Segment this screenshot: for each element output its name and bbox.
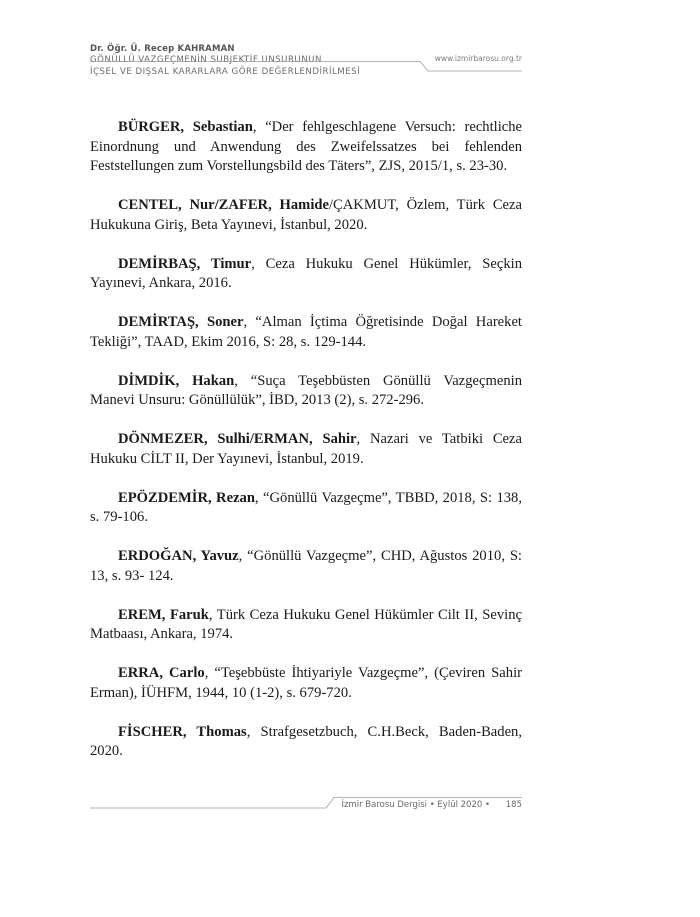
reference-details: , “Gönüllü Vazgeçme”, CHD, Ağustos 2010, S: 13, s. 93- 124. [90,548,522,584]
header-author: Dr. Öğr. Ü. Recep KAHRAMAN [90,44,235,54]
reference-entry [90,313,522,352]
reference-authors: CENTEL, Nur/ZAFER, Hamide [118,197,329,213]
page-number: 185 [505,800,522,810]
reference-authors: EPÖZDEMİR, Rezan [118,489,255,506]
reference-authors: FİSCHER, Thomas [118,723,247,740]
reference-authors: DEMİRBAŞ, Timur [118,255,252,272]
reference-details: , “Gönüllü Vazgeçme”, TBBD, 2018, S: 138, s. 79-106. [90,489,522,525]
reference-authors: ERDOĞAN, Yavuz [118,548,239,564]
reference-entry [90,489,522,528]
reference-entry [90,196,522,235]
reference-entry [90,430,522,469]
reference-authors: DİMDİK, Hakan [118,372,235,389]
header-subtitle-line1: GÖNÜLLÜ VAZGEÇMENİN SUBJEKTİF UNSURUNUN [90,55,322,65]
reference-authors: DEMİRTAŞ, Soner [118,314,244,330]
reference-entry [90,255,522,294]
reference-entry [90,606,522,645]
reference-entry [90,664,522,703]
reference-authors: BÜRGER, Sebastian [118,119,253,135]
page-footer [90,796,522,816]
reference-details: , Strafgesetzbuch, C.H.Beck, Baden-Baden, 2020. [90,723,523,759]
reference-entry [90,723,522,762]
reference-details: , “Alman İçtima Öğretisinde Doğal Hareket Tekliği”, TAAD, Ekim 2016, S: 28, s. 129-144. [90,314,522,350]
reference-details: , “Der fehlgeschlagene Versuch: rechtliche Einordnung und Anwendung des Zweifelssatzes bei fehlenden Feststellungen zum Vorstellungsbild des Täters”, ZJS, 2015/1, s. 23-30. [90,119,523,174]
reference-entry [90,372,522,411]
reference-authors: DÖNMEZER, Sulhi/ERMAN, Sahir [118,431,357,447]
page-header [90,44,522,78]
reference-authors: ERRA, Carlo [118,665,205,681]
reference-list [90,118,522,781]
header-subtitle-line2: İÇSEL VE DIŞSAL KARARLARA GÖRE DEĞERLENDİRİLMESİ [90,67,361,77]
reference-details: , Nazari ve Tatbiki Ceza Hukuku CİLT II, Der Yayınevi, İstanbul, 2019. [90,431,522,467]
reference-details: , Ceza Hukuku Genel Hükümler, Seçkin Yayınevi, Ankara, 2016. [90,255,522,291]
reference-details: , “Suça Teşebbüsten Gönüllü Vazgeçmenin Manevi Unsuru: Gönüllülük”, İBD, 2013 (2), s. 272-296. [90,372,522,408]
reference-entry [90,118,522,177]
reference-details: , Türk Ceza Hukuku Genel Hükümler Cilt II, Sevinç Matbaası, Ankara, 1974. [90,606,522,642]
reference-details: , “Teşebbüste İhtiyariyle Vazgeçme”, (Çeviren Sahir Erman), İÜHFM, 1944, 10 (1-2), s. 679-720. [90,665,522,701]
reference-authors: EREM, Faruk [118,606,209,623]
reference-entry [90,547,522,586]
reference-details: /ÇAKMUT, Özlem, Türk Ceza Hukukuna Giriş, Beta Yayınevi, İstanbul, 2020. [90,197,522,233]
footer-journal: İzmir Barosu Dergisi • Eylül 2020 • [341,800,490,810]
header-website: www.izmirbarosu.org.tr [434,54,522,63]
